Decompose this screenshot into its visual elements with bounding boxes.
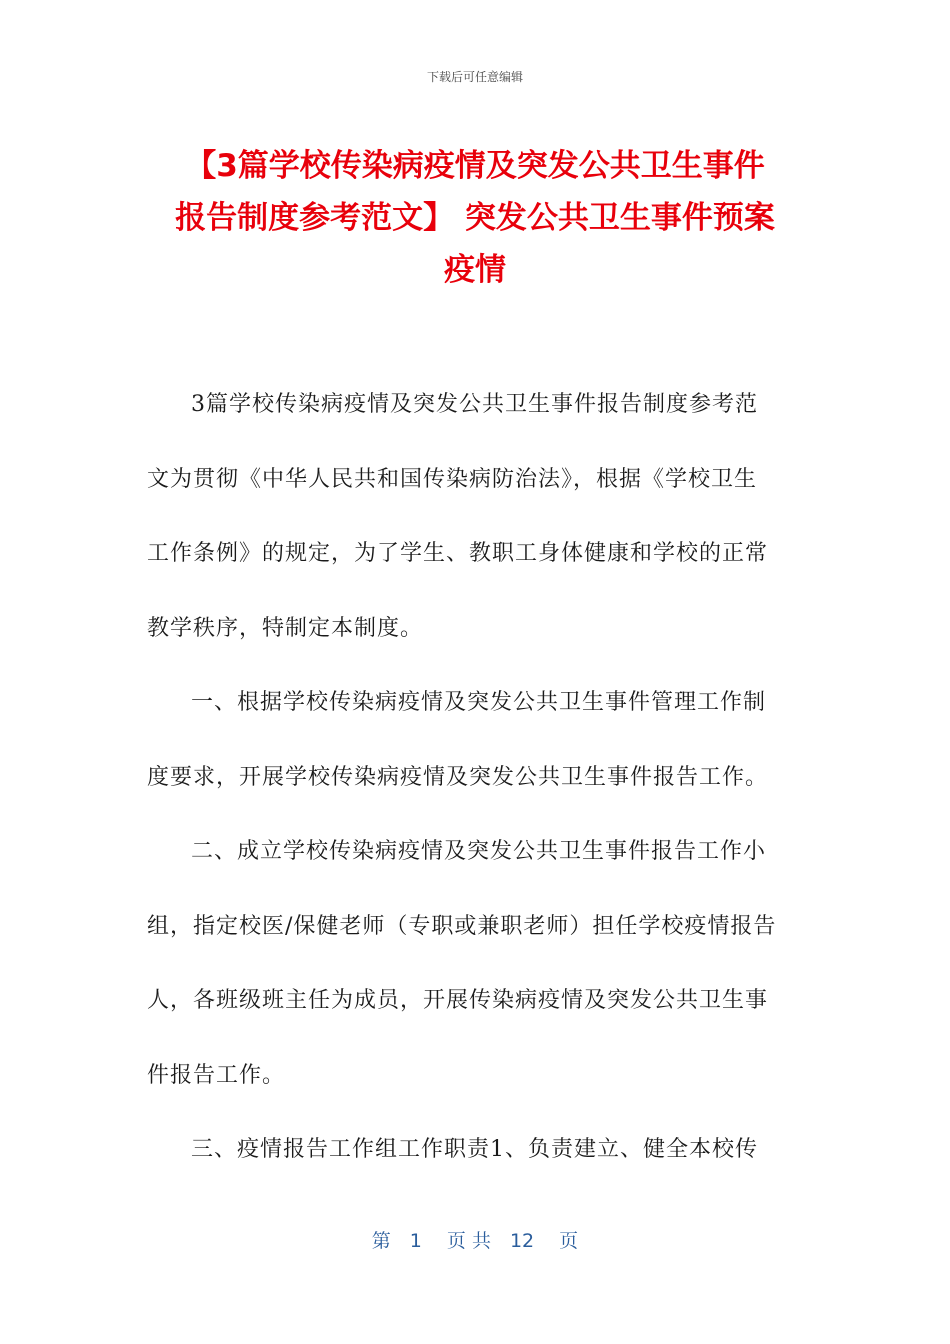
text-line: 组，指定校医/保健老师（专职或兼职老师）担任学校疫情报告 <box>147 913 777 939</box>
text-line: 人，各班级班主任为成员，开展传染病疫情及突发公共卫生事 <box>147 988 769 1013</box>
document-body <box>147 368 803 1188</box>
text-line: 三、疫情报告工作组工作职责1、负责建立、健全本校传 <box>191 1137 758 1162</box>
text-line: 度要求，开展学校传染病疫情及突发公共卫生事件报告工作。 <box>147 764 769 790</box>
text-line: 工作条例》的规定，为了学生、教职工身体健康和学校的正常 <box>147 541 769 566</box>
title-line: 报告制度参考范文】 突发公共卫生事件预案 <box>175 200 775 236</box>
text-line: 二、成立学校传染病疫情及突发公共卫生事件报告工作小 <box>191 839 767 864</box>
paragraph-item-2 <box>147 815 803 1113</box>
text-line: 3篇学校传染病疫情及突发公共卫生事件报告制度参考范 <box>191 392 758 417</box>
paragraph-item-1 <box>147 666 803 815</box>
title-line: 【3篇学校传染病疫情及突发公共卫生事件 <box>185 148 765 184</box>
text-line: 文为贯彻《中华人民共和国传染病防治法》，根据《学校卫生 <box>147 466 758 492</box>
paragraph-intro <box>147 368 803 666</box>
header-note: 下载后可任意编辑 <box>426 70 523 84</box>
paragraph-item-3 <box>147 1113 803 1188</box>
text-line: 教学秩序，特制定本制度。 <box>147 615 424 641</box>
text-line: 件报告工作。 <box>147 1062 286 1088</box>
title-line: 疫情 <box>444 252 506 288</box>
document-title <box>130 140 820 296</box>
page-number-footer: 第 1 页 共 12 页 <box>371 1230 579 1252</box>
text-line: 一、根据学校传染病疫情及突发公共卫生事件管理工作制 <box>191 690 767 715</box>
